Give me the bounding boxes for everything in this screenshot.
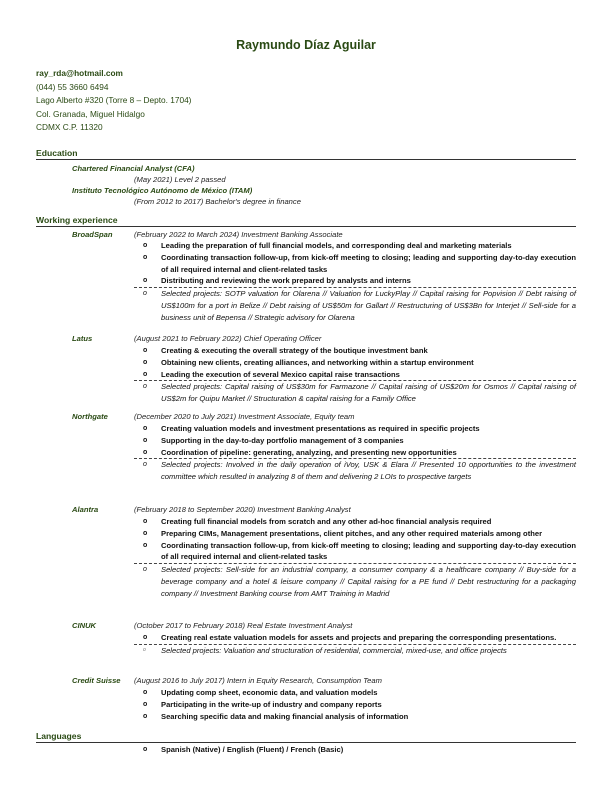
company-name: Latus bbox=[72, 334, 93, 343]
bullet-icon: o bbox=[143, 436, 148, 444]
bullet-icon: o bbox=[143, 529, 148, 537]
bullet-icon: o bbox=[143, 646, 146, 653]
company-name: BroadSpan bbox=[72, 230, 113, 239]
bullet-icon: o bbox=[143, 461, 147, 469]
job-bullets bbox=[134, 687, 576, 722]
bullet-icon: o bbox=[143, 383, 147, 391]
bullet-icon: o bbox=[143, 358, 148, 366]
education-heading: Education bbox=[36, 148, 576, 160]
job-bullets bbox=[134, 423, 576, 483]
list-item: o Spanish (Native) / English (Fluent) / French (Basic) bbox=[143, 745, 344, 754]
address-line-3: CDMX C.P. 11320 bbox=[36, 122, 103, 132]
role-title: (August 2016 to July 2017) Intern in Equity Research, Consumption Team bbox=[134, 676, 382, 685]
bullet-icon: o bbox=[143, 689, 148, 696]
bullet-icon: o bbox=[143, 518, 148, 525]
company-name: Northgate bbox=[72, 412, 108, 421]
education-detail: (From 2012 to 2017) Bachelor's degree in finance bbox=[134, 197, 301, 206]
phone: (044) 55 3660 6494 bbox=[36, 81, 109, 92]
selected-projects: o Selected projects: Valuation and structuration of residential, commercial, mixed-use, and office projects bbox=[143, 645, 507, 655]
list-item: o Participating in the write-up of industry and company reports bbox=[143, 699, 382, 709]
bullet-icon: o bbox=[143, 347, 148, 354]
bullet-icon: o bbox=[143, 448, 148, 456]
selected-projects: o Selected projects: Involved in the daily operation of iVoy, USK & Elara // Presented 10 opportunities to the investment committee which resulted in analyzing 8 of them and delivering 2 LOIs to prospective targets bbox=[143, 460, 576, 482]
list-item: o Distributing and reviewing the work prepared by analysts and interns bbox=[134, 275, 576, 288]
job-bullets bbox=[134, 632, 576, 657]
list-item: o Leading the preparation of full financial models, and corresponding deal and marketing materials bbox=[143, 241, 512, 250]
education-institution: Chartered Financial Analyst (CFA) bbox=[72, 164, 195, 173]
bullet-icon: o bbox=[143, 290, 147, 298]
candidate-name: Raymundo Díaz Aguilar bbox=[236, 38, 376, 52]
bullet-icon: o bbox=[143, 541, 148, 549]
job-bullets bbox=[134, 516, 576, 600]
selected-projects: o Selected projects: Sell-side for an industrial company, a consumer company & a healthcare company // Buy-side for a beverage company and a hotel & leisure company // Capital raising for a PE fund // Debt restructuring for a packaging company // Investment Banking course from AMT Training in Madrid bbox=[143, 565, 576, 598]
bullet-icon: o bbox=[143, 712, 148, 720]
list-item: o Supporting in the day-to-day portfolio management of 3 companies bbox=[143, 435, 404, 445]
role-title: (December 2020 to July 2021) Investment Associate, Equity team bbox=[134, 412, 355, 421]
list-item: o Leading the execution of several Mexico capital raise transactions bbox=[134, 369, 576, 382]
list-item: o Preparing CIMs, Management presentations, client pitches, and any other required materials among other bbox=[143, 528, 543, 538]
languages-heading: Languages bbox=[36, 731, 576, 743]
bullet-icon: o bbox=[143, 253, 148, 261]
role-title: (August 2021 to February 2022) Chief Operating Officer bbox=[134, 334, 322, 343]
address-line-2: Col. Granada, Miguel Hidalgo bbox=[36, 108, 145, 119]
list-item: o Creating & executing the overall strategy of the boutique investment bank bbox=[143, 346, 428, 355]
contact-block bbox=[36, 67, 191, 135]
email[interactable]: ray_rda@hotmail.com bbox=[36, 68, 123, 78]
role-title: (February 2022 to March 2024) Investment Banking Associate bbox=[134, 230, 343, 239]
selected-projects: o Selected projects: SOTP valuation for Olarena // Valuation for LuckyPlay // Capital raising for Popvision // Debt raising of US$100m for a port in Belize // Debt raising of US$50m for Gallart // Restructuring of US$3Bn for Interjet // Sell-side for a business unit of Bepensa // Strategic advisory for Olarena bbox=[143, 289, 576, 322]
company-name: Credit Suisse bbox=[72, 676, 121, 685]
experience-heading: Working experience bbox=[36, 215, 576, 227]
education-institution: Instituto Tecnológico Autónomo de México (ITAM) bbox=[72, 186, 253, 195]
education-detail: (May 2021) Level 2 passed bbox=[134, 175, 226, 184]
selected-projects: o Selected projects: Capital raising of US$30m for Farmazone // Capital raising of US$20m for Osmos // Capital raising of US$2m for Quipu Market // Structuration & capital raising for a Family Office bbox=[143, 382, 576, 404]
list-item: o Coordinating transaction follow-up, from kick-off meeting to closing; leading and supporting day-to-day execution of all required internal and client-related tasks bbox=[143, 252, 576, 274]
job-bullets bbox=[134, 345, 576, 405]
bullet-icon: o bbox=[143, 425, 148, 432]
list-item: o Creating full financial models from scratch and any other ad-hoc financial analysis required bbox=[143, 517, 492, 526]
bullet-icon: o bbox=[143, 277, 148, 285]
bullet-icon: o bbox=[143, 634, 148, 641]
company-name: Alantra bbox=[72, 505, 99, 514]
role-title: (February 2018 to September 2020) Investment Banking Analyst bbox=[134, 505, 351, 514]
list-item: o Creating valuation models and investment presentations as required in specific projects bbox=[143, 424, 480, 433]
languages-list bbox=[134, 744, 576, 756]
list-item: o Updating comp sheet, economic data, and valuation models bbox=[143, 688, 378, 697]
company-name: CINUK bbox=[72, 621, 97, 630]
bullet-icon: o bbox=[143, 242, 148, 249]
bullet-icon: o bbox=[143, 700, 148, 708]
list-item: o Searching specific data and making financial analysis of information bbox=[143, 711, 409, 721]
bullet-icon: o bbox=[143, 746, 148, 753]
list-item: o Creating real estate valuation models for assets and projects and preparing the corresponding presentations. bbox=[134, 632, 576, 645]
bullet-icon: o bbox=[143, 370, 148, 378]
list-item: o Coordination of pipeline: generating, analyzing, and presenting new opportunities bbox=[134, 447, 576, 460]
address-line-1: Lago Alberto #320 (Torre 8 – Depto. 1704) bbox=[36, 95, 192, 105]
bullet-icon: o bbox=[143, 566, 147, 574]
list-item: o Obtaining new clients, creating alliances, and networking within a startup environment bbox=[143, 357, 474, 367]
list-item: o Coordinating transaction follow-up, from kick-off meeting to closing; leading and supporting day-to-day execution of all required internal and client-related tasks bbox=[134, 540, 576, 565]
job-bullets bbox=[134, 240, 576, 324]
role-title: (October 2017 to February 2018) Real Estate Investment Analyst bbox=[134, 621, 353, 630]
